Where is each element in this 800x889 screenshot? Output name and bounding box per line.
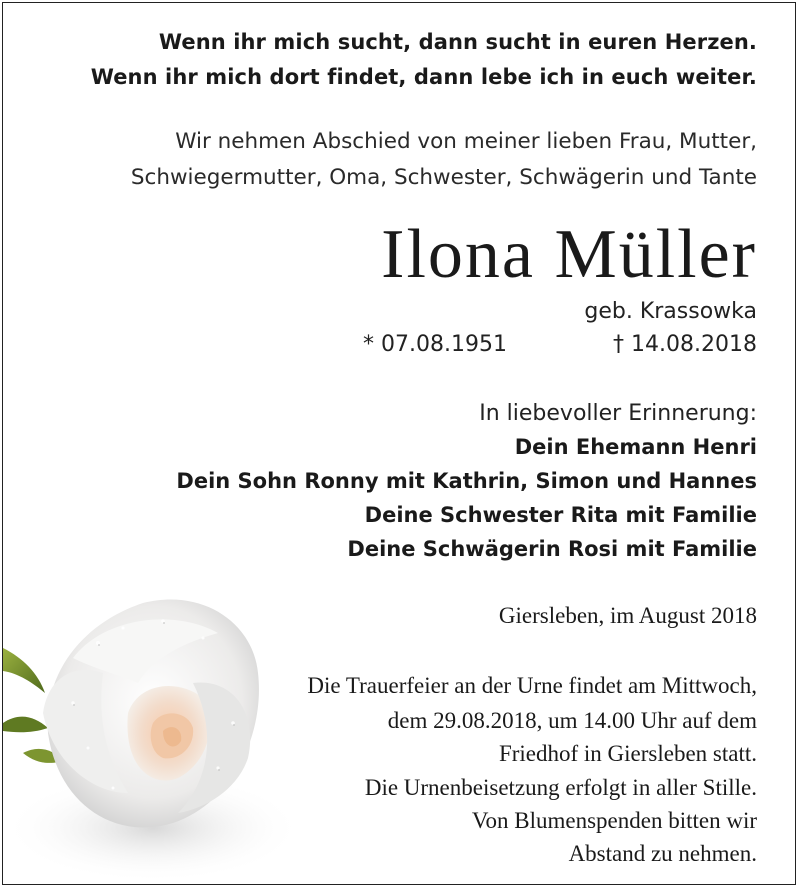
funeral-line: Von Blumenspenden bitten wir [471,808,757,833]
deceased-name: Ilona Müller [381,216,757,293]
funeral-line: Abstand zu nehmen. [568,841,757,866]
motto-line-1: Wenn ihr mich sucht, dann sucht in euren Herzen. [158,30,757,54]
intro-line-2: Schwiegermutter, Oma, Schwester, Schwägerin und Tante [130,165,757,190]
birth-date: * 07.08.1951 [363,332,507,357]
mourner-line: Deine Schwester Rita mit Familie [364,503,757,527]
white-rose-image [3,563,303,888]
funeral-line: Die Urnenbeisetzung erfolgt in aller Stille. [364,775,757,800]
death-date: † 14.08.2018 [613,332,757,357]
motto-line-2: Wenn ihr mich dort findet, dann lebe ich in euch weiter. [90,65,757,89]
obituary-card [2,2,796,885]
mourner-line: Dein Sohn Ronny mit Kathrin, Simon und Hannes [176,469,757,493]
mourners-heading: In liebevoller Erinnerung: [479,401,757,426]
intro-line-1: Wir nehmen Abschied von meiner lieben Frau, Mutter, [175,129,757,154]
maiden-name: geb. Krassowka [584,299,757,324]
funeral-line: dem 29.08.2018, um 14.00 Uhr auf dem [387,708,757,733]
funeral-line: Friedhof in Giersleben statt. [498,741,757,766]
mourner-line: Deine Schwägerin Rosi mit Familie [347,537,757,561]
place-date: Giersleben, im August 2018 [498,603,757,628]
funeral-line: Die Trauerfeier an der Urne findet am Mittwoch, [307,673,757,698]
mourner-line: Dein Ehemann Henri [514,435,757,459]
